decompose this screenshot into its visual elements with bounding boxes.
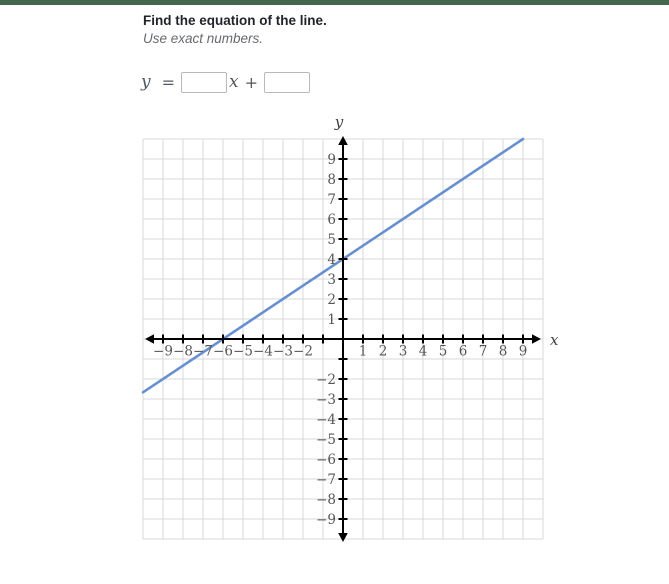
y-axis-label: y bbox=[334, 113, 344, 131]
x-tick-label: 7 bbox=[478, 343, 488, 360]
prompt-title: Find the equation of the line. bbox=[143, 13, 327, 28]
x-tick-label: 5 bbox=[438, 343, 448, 360]
x-tick-label: 8 bbox=[498, 343, 508, 360]
x-axis-right-arrow bbox=[532, 334, 541, 344]
y-tick-label: 5 bbox=[327, 231, 336, 248]
equation-equals-sign: = bbox=[161, 72, 176, 92]
x-tick-label: −3 bbox=[273, 343, 293, 360]
equation-row bbox=[141, 68, 310, 96]
y-tick-label: −9 bbox=[316, 511, 336, 528]
x-tick-label: 6 bbox=[458, 343, 468, 360]
x-tick-label: 3 bbox=[398, 343, 408, 360]
y-tick-label: −7 bbox=[316, 471, 336, 488]
intercept-input[interactable] bbox=[264, 72, 310, 93]
y-tick-label: 7 bbox=[327, 191, 336, 208]
y-tick-label: 3 bbox=[327, 271, 336, 288]
y-axis-bottom-arrow bbox=[338, 533, 348, 542]
y-tick-label: 9 bbox=[327, 151, 336, 168]
y-tick-label: −2 bbox=[316, 371, 336, 388]
y-tick-label: 4 bbox=[327, 251, 336, 268]
x-tick-label: −4 bbox=[253, 343, 273, 360]
x-tick-label: −7 bbox=[193, 343, 213, 360]
y-tick-label: −4 bbox=[316, 411, 336, 428]
y-tick-label: −8 bbox=[316, 491, 336, 508]
coordinate-plane bbox=[130, 105, 580, 565]
x-tick-label: 1 bbox=[358, 343, 368, 360]
x-tick-label: −9 bbox=[153, 343, 173, 360]
x-axis-left-arrow bbox=[145, 334, 154, 344]
equation-plus-sign: + bbox=[244, 72, 259, 92]
y-tick-label: 1 bbox=[327, 311, 336, 328]
equation-y-symbol: y bbox=[141, 72, 151, 92]
equation-x-symbol: x bbox=[229, 72, 239, 92]
slope-input[interactable] bbox=[181, 72, 227, 93]
y-tick-label: 8 bbox=[327, 171, 336, 188]
y-tick-label: −6 bbox=[316, 451, 336, 468]
y-tick-label: 6 bbox=[327, 211, 336, 228]
x-axis-label: x bbox=[550, 331, 559, 349]
y-tick-label: −3 bbox=[316, 391, 336, 408]
x-tick-label: −6 bbox=[213, 343, 233, 360]
y-tick-label: −5 bbox=[316, 431, 336, 448]
x-tick-label: −2 bbox=[293, 343, 313, 360]
y-tick-label: 2 bbox=[327, 291, 336, 308]
x-tick-label: 9 bbox=[518, 343, 528, 360]
x-tick-label: 4 bbox=[418, 343, 428, 360]
x-tick-label: −8 bbox=[173, 343, 193, 360]
y-axis-top-arrow bbox=[338, 136, 348, 145]
x-tick-label: −5 bbox=[233, 343, 253, 360]
prompt-subtitle: Use exact numbers. bbox=[143, 31, 264, 46]
x-tick-label: 2 bbox=[378, 343, 388, 360]
